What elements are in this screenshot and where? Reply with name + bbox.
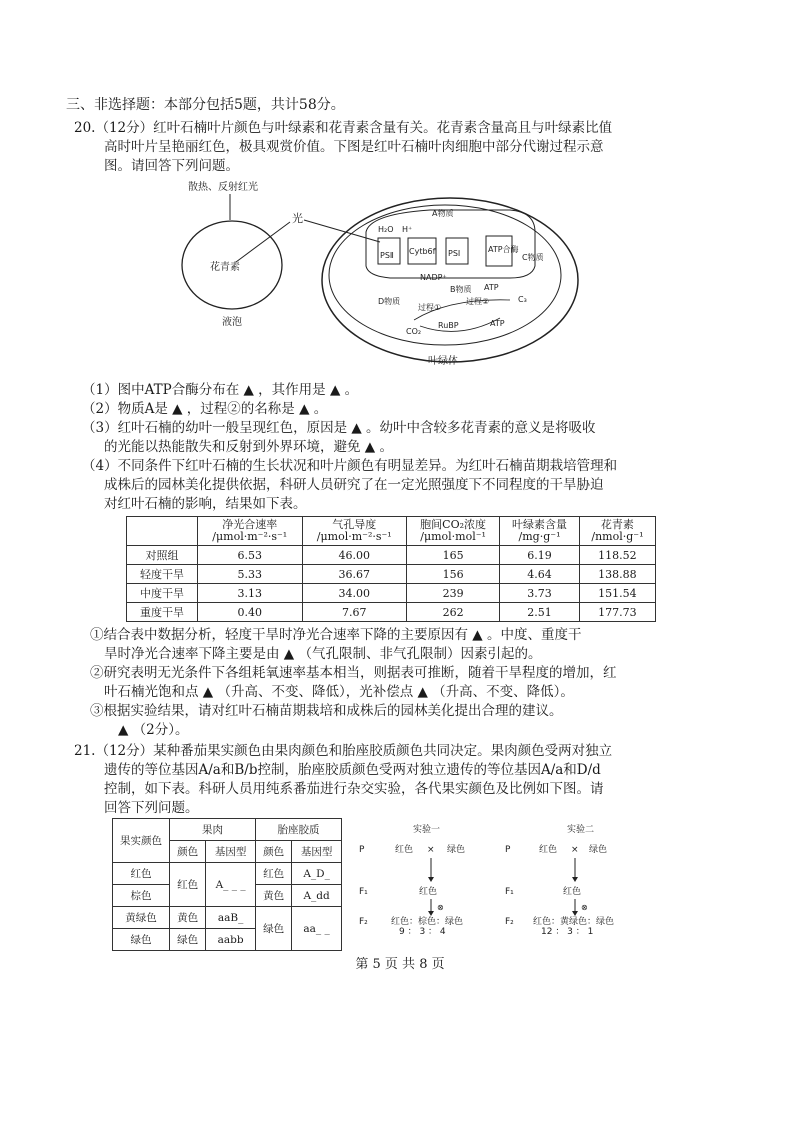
table-cell: 151.54 <box>579 584 655 603</box>
label-h2o: H₂O <box>378 225 394 234</box>
table-cell: 对照组 <box>127 546 198 565</box>
gene-fruit-cell: 棕色 <box>113 885 170 907</box>
exp2-title: 实验二 <box>567 825 595 835</box>
gene-placenta-color: 黄色 <box>255 885 291 907</box>
label-anthocyanin: 花青素 <box>210 262 240 273</box>
table-cell: 156 <box>407 565 500 584</box>
table-cell: 138.88 <box>579 565 655 584</box>
q21-intro-line: 21.（12分）某种番茄果实颜色由果肉颜色和胎座胶质颜色共同决定。果肉颜色受两对独立 <box>74 743 613 759</box>
q20-sub1: （1）图中ATP合酶分布在 ▲ ，其作用是 ▲ 。 <box>82 382 359 398</box>
label-chloroplast: 叶绿体 <box>428 356 458 367</box>
label-psii: PSⅡ <box>380 251 394 260</box>
q21-intro-line: 控制，如下表。科研人员用纯系番茄进行杂交实验，各代果实颜色及比例如下图。请 <box>104 781 604 797</box>
q20-part2-cont: 叶石楠光饱和点 ▲ （升高、不变、降低），光补偿点 ▲ （升高、不变、降低）。 <box>104 684 574 700</box>
table-header-cell <box>127 517 198 546</box>
q20-part3: ③根据实验结果，请对红叶石楠苗期栽培和成株后的园林美化提出合理的建议。 <box>90 703 563 719</box>
exp1-parent-green: 绿色 <box>447 845 466 855</box>
table-cell: 36.67 <box>302 565 407 584</box>
table-header-row <box>127 517 656 546</box>
label-atp2: ATP <box>490 319 505 328</box>
table-row <box>127 546 656 565</box>
table-cell: 118.52 <box>579 546 655 565</box>
gene-header-color: 颜色 <box>255 841 291 863</box>
gene-flesh-geno: aaB_ <box>206 907 256 929</box>
table-cell: 6.19 <box>500 546 580 565</box>
exp1-f2: F₂ <box>359 917 368 927</box>
exp1-title: 实验一 <box>413 825 441 835</box>
q20-sub3-cont: 的光能以热能散失和反射到外界环境，避免 ▲ 。 <box>104 439 393 455</box>
gene-header-fruit: 果实颜色 <box>113 819 170 863</box>
section-header: 三、非选择题：本部分包括5题，共计58分。 <box>66 97 345 113</box>
gene-header-genotype: 基因型 <box>292 841 342 863</box>
gene-placenta-geno: A_D_ <box>292 863 342 885</box>
q20-sub4: （4）不同条件下红叶石楠的生长状况和叶片颜色有明显差异。为红叶石楠苗期栽培管理和 <box>82 458 618 474</box>
exp2-f1: F₁ <box>505 887 514 897</box>
label-p2: 过程② <box>466 297 490 306</box>
table-cell: 262 <box>407 603 500 622</box>
q20-sub2: （2）物质A是 ▲ ，过程②的名称是 ▲ 。 <box>82 401 328 417</box>
table-header-cell: 叶绿素含量 /mg·g⁻¹ <box>500 517 580 546</box>
gene-placenta-color: 红色 <box>255 863 291 885</box>
q21-intro-line: 遗传的等位基因A/a和B/b控制，胎座胶质颜色受两对独立遗传的等位基因A/a和D/d <box>104 762 601 778</box>
exp1-f1: F₁ <box>359 887 368 897</box>
label-p1: 过程① <box>418 303 442 312</box>
exp1-p: P <box>359 845 365 855</box>
label-psi: PSⅠ <box>448 249 461 258</box>
gene-header-flesh: 果肉 <box>170 819 256 841</box>
table-header-cell: 花青素 /nmol·g⁻¹ <box>579 517 655 546</box>
table-cell: 2.51 <box>500 603 580 622</box>
gene-placenta-geno: A_dd <box>292 885 342 907</box>
label-b: B物质 <box>450 285 472 294</box>
q20-sub3: （3）红叶石楠的幼叶一般呈现红色，原因是 ▲ 。幼叶中含较多花青素的意义是将吸收 <box>82 420 596 436</box>
page-footer: 第 5 页 共 8 页 <box>355 957 445 972</box>
table-cell: 0.40 <box>198 603 303 622</box>
exp2-p: P <box>505 845 511 855</box>
exp1-f1-result: 红色 <box>419 887 438 897</box>
table-cell: 7.67 <box>302 603 407 622</box>
gene-table <box>112 818 342 951</box>
exp2-parent-red: 红色 <box>539 845 558 855</box>
label-nadp: NADP⁺ <box>420 273 447 282</box>
gene-flesh-color: 绿色 <box>170 929 206 951</box>
gene-header-genotype: 基因型 <box>206 841 256 863</box>
metabolism-diagram <box>170 180 610 370</box>
q20-part2: ②研究表明无光条件下各组耗氧速率基本相当，则据表可推断，随着干旱程度的增加，红 <box>90 665 617 681</box>
gene-flesh-color: 黄色 <box>170 907 206 929</box>
q20-intro-line: 20.（12分）红叶石楠叶片颜色与叶绿素和花青素含量有关。花青素含量高且与叶绿素比值 <box>74 120 613 136</box>
table-cell: 3.73 <box>500 584 580 603</box>
label-rubp: RuBP <box>438 321 459 330</box>
table-row <box>127 565 656 584</box>
label-light: 光 <box>292 212 303 225</box>
label-atp-synthase: ATP合酶 <box>488 245 519 254</box>
gene-header-placenta: 胎座胶质 <box>255 819 341 841</box>
table-cell: 165 <box>407 546 500 565</box>
table-cell: 5.33 <box>198 565 303 584</box>
table-header-cell: 气孔导度 /μmol·m⁻²·s⁻¹ <box>302 517 407 546</box>
gene-flesh-geno: A_ _ _ <box>206 863 256 907</box>
gene-header-color: 颜色 <box>170 841 206 863</box>
label-vacuole: 液泡 <box>222 317 242 328</box>
table-cell: 中度干旱 <box>127 584 198 603</box>
table-cell: 重度干旱 <box>127 603 198 622</box>
table-cell: 6.53 <box>198 546 303 565</box>
label-a: A物质 <box>432 209 454 218</box>
table-row <box>127 603 656 622</box>
label-c: C物质 <box>522 253 544 262</box>
exp1-self-icon: ⊗ <box>437 903 444 912</box>
drought-table <box>126 516 656 622</box>
exp2-f2-result: 红色：黄绿色：绿色 <box>533 917 615 927</box>
chloroplast <box>322 198 578 362</box>
gene-placenta-geno: aa_ _ <box>292 907 342 951</box>
q20-intro-line: 高时叶片呈艳丽红色，极具观赏价值。下图是红叶石楠叶肉细胞中部分代谢过程示意 <box>104 139 604 155</box>
exp2-f1-result: 红色 <box>563 887 582 897</box>
q20-part1: ①结合表中数据分析，轻度干旱时净光合速率下降的主要原因有 ▲ 。中度、重度干 <box>90 627 582 643</box>
label-d: D物质 <box>378 297 401 306</box>
table-cell: 34.00 <box>302 584 407 603</box>
exp2-cross: × <box>571 845 579 855</box>
table-cell: 轻度干旱 <box>127 565 198 584</box>
gene-flesh-geno: aabb <box>206 929 256 951</box>
exp1-f2-result: 红色：棕色：绿色 <box>391 917 464 927</box>
exp1-parent-red: 红色 <box>395 845 414 855</box>
gene-fruit-cell: 绿色 <box>113 929 170 951</box>
gene-flesh-color: 红色 <box>170 863 206 907</box>
gene-placenta-color: 绿色 <box>255 907 291 951</box>
label-cytb: Cytb6f <box>409 247 436 256</box>
table-cell: 4.64 <box>500 565 580 584</box>
q20-part3-answer: ▲ （2分）。 <box>118 722 189 738</box>
exp1-ratio: 9 ： 3 ： 4 <box>399 927 446 934</box>
q20-part1-cont: 旱时净光合速率下降主要是由 ▲ （气孔限制、非气孔限制）因素引起的。 <box>104 646 542 662</box>
q21-intro-line: 回答下列问题。 <box>104 800 199 816</box>
gene-fruit-cell: 黄绿色 <box>113 907 170 929</box>
table-cell: 239 <box>407 584 500 603</box>
table-header-cell: 净光合速率 /μmol·m⁻²·s⁻¹ <box>198 517 303 546</box>
table-row <box>127 584 656 603</box>
table-cell: 3.13 <box>198 584 303 603</box>
label-co2: CO₂ <box>406 327 422 336</box>
q20-sub4-cont: 对红叶石楠的影响，结果如下表。 <box>104 496 307 512</box>
label-c3: C₃ <box>518 295 527 304</box>
label-h-plus: H⁺ <box>402 225 413 234</box>
q20-sub4-cont: 成株后的园林美化提供依据，科研人员研究了在一定光照强度下不同程度的干旱胁迫 <box>104 477 604 493</box>
label-heat: 散热、反射红光 <box>188 182 258 193</box>
exp2-parent-green: 绿色 <box>589 845 608 855</box>
q20-intro-line: 图。请回答下列问题。 <box>104 158 239 174</box>
cross-diagrams <box>355 822 655 934</box>
exp1-cross: × <box>427 845 435 855</box>
exp2-self-icon: ⊗ <box>581 903 588 912</box>
exp2-ratio: 12 ： 3 ： 1 <box>541 927 594 934</box>
label-atp: ATP <box>484 283 499 292</box>
table-cell: 177.73 <box>579 603 655 622</box>
exp2-f2: F₂ <box>505 917 514 927</box>
table-cell: 46.00 <box>302 546 407 565</box>
gene-fruit-cell: 红色 <box>113 863 170 885</box>
table-header-cell: 胞间CO₂浓度 /μmol·mol⁻¹ <box>407 517 500 546</box>
